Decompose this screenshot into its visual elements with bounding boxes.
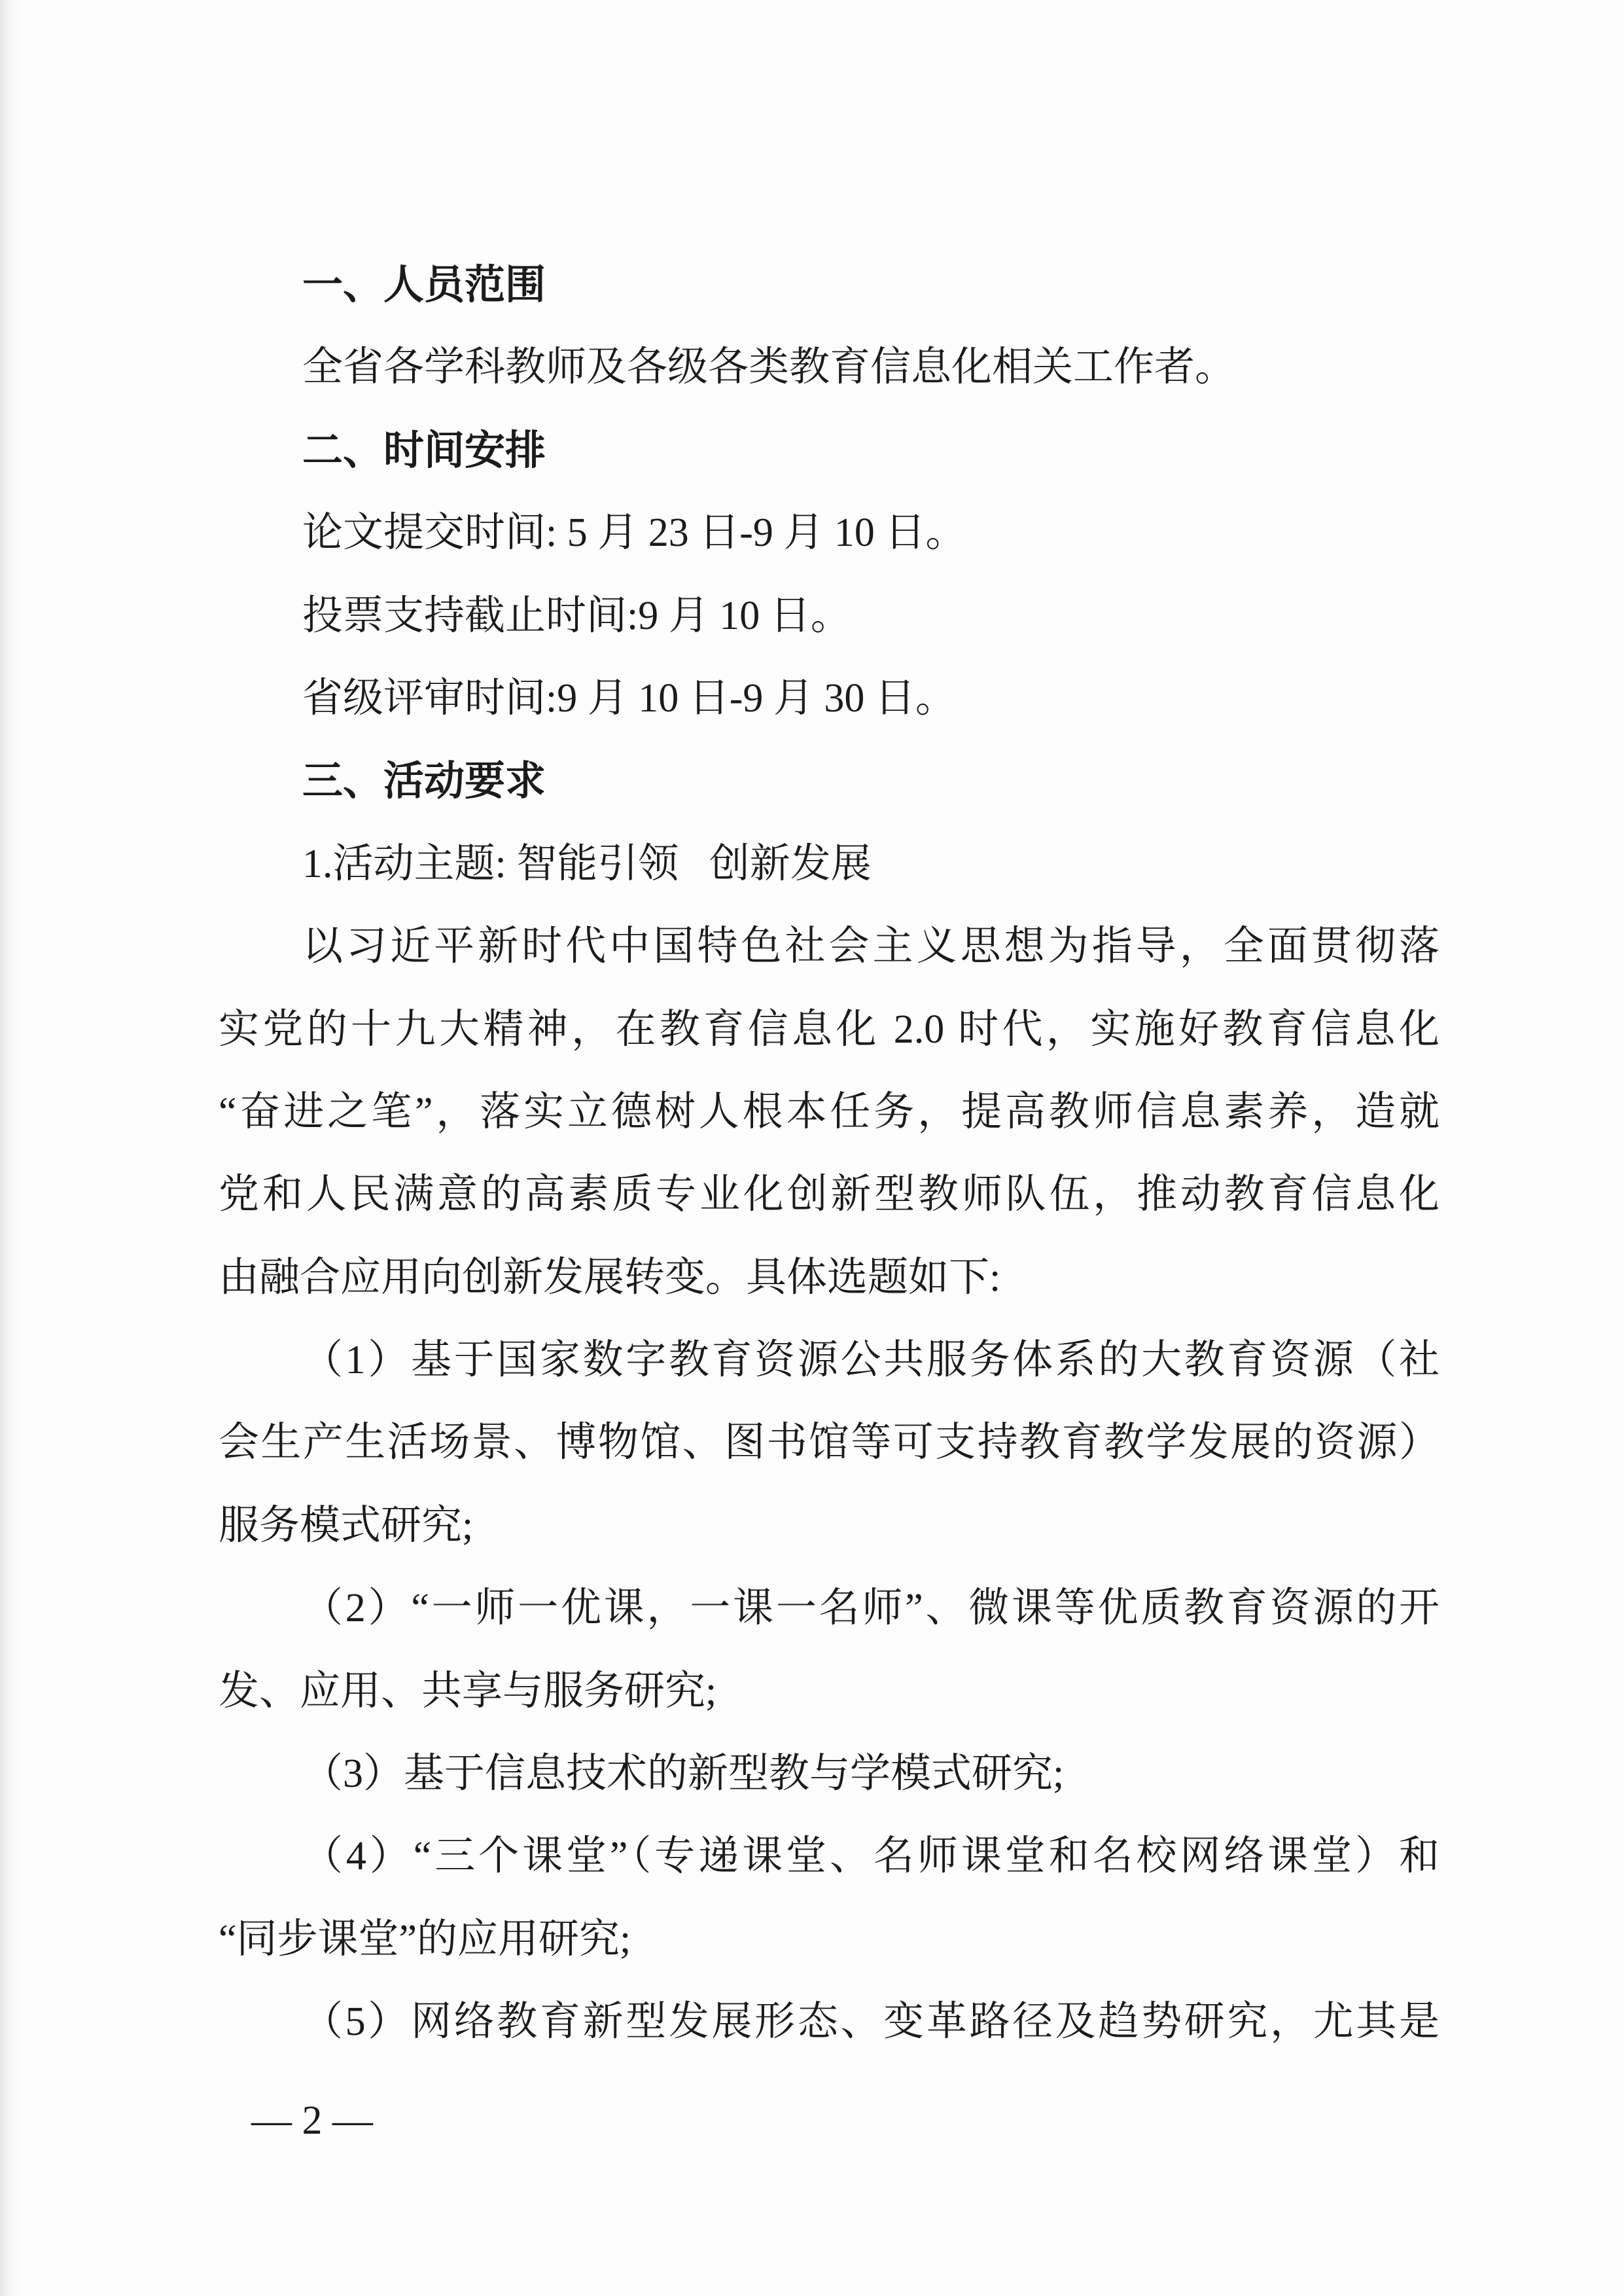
paragraph-line: 全省各学科教师及各级各类教育信息化相关工作者。 xyxy=(302,345,1236,390)
section-heading-requirements: 三、活动要求 xyxy=(302,757,546,805)
list-item-line: （1）基于国家数字教育资源公共服务体系的大教育资源（社 xyxy=(302,1338,1439,1383)
paragraph-line: 党和人民满意的高素质专业化创新型教师队伍，推动教育信息化 xyxy=(219,1172,1439,1217)
paragraph-line: 省级评审时间:9 月 10 日-9 月 30 日。 xyxy=(302,675,956,721)
section-heading-personnel-scope: 一、人员范围 xyxy=(302,260,546,308)
paragraph-line: 投票支持截止时间:9 月 10 日。 xyxy=(302,593,851,638)
list-item-line: 会生产生活场景、博物馆、图书馆等可支持教育教学发展的资源） xyxy=(219,1420,1439,1465)
section-heading-schedule: 二、时间安排 xyxy=(302,425,546,474)
list-item-line: （2）“一师一优课，一课一名师”、微课等优质教育资源的开 xyxy=(302,1586,1439,1631)
list-item-line: “同步课堂”的应用研究; xyxy=(219,1916,631,1962)
paragraph-line: 以习近平新时代中国特色社会主义思想为指导，全面贯彻落 xyxy=(302,924,1439,969)
paragraph-line: 1.活动主题: 智能引领 创新发展 xyxy=(302,841,872,886)
page-number: — 2 — xyxy=(251,2098,373,2143)
paragraph-line: 由融合应用向创新发展转变。具体选题如下: xyxy=(219,1255,1001,1300)
paragraph-line: “奋进之笔”，落实立德树人根本任务，提高教师信息素养，造就 xyxy=(219,1089,1439,1134)
paragraph-line: 论文提交时间: 5 月 23 日-9 月 10 日。 xyxy=(302,511,966,556)
paragraph-line: 实党的十九大精神，在教育信息化 2.0 时代，实施好教育信息化 xyxy=(219,1007,1439,1052)
list-item-line: 发、应用、共享与服务研究; xyxy=(219,1668,717,1713)
list-item-line: （4）“三个课堂”（专递课堂、名师课堂和名校网络课堂）和 xyxy=(302,1834,1439,1879)
list-item-line: （3）基于信息技术的新型教与学模式研究; xyxy=(302,1751,1065,1797)
list-item-line: 服务模式研究; xyxy=(219,1503,474,1548)
document-body xyxy=(219,243,1439,2064)
list-item-line: （5）网络教育新型发展形态、变革路径及趋势研究，尤其是 xyxy=(302,2000,1439,2045)
